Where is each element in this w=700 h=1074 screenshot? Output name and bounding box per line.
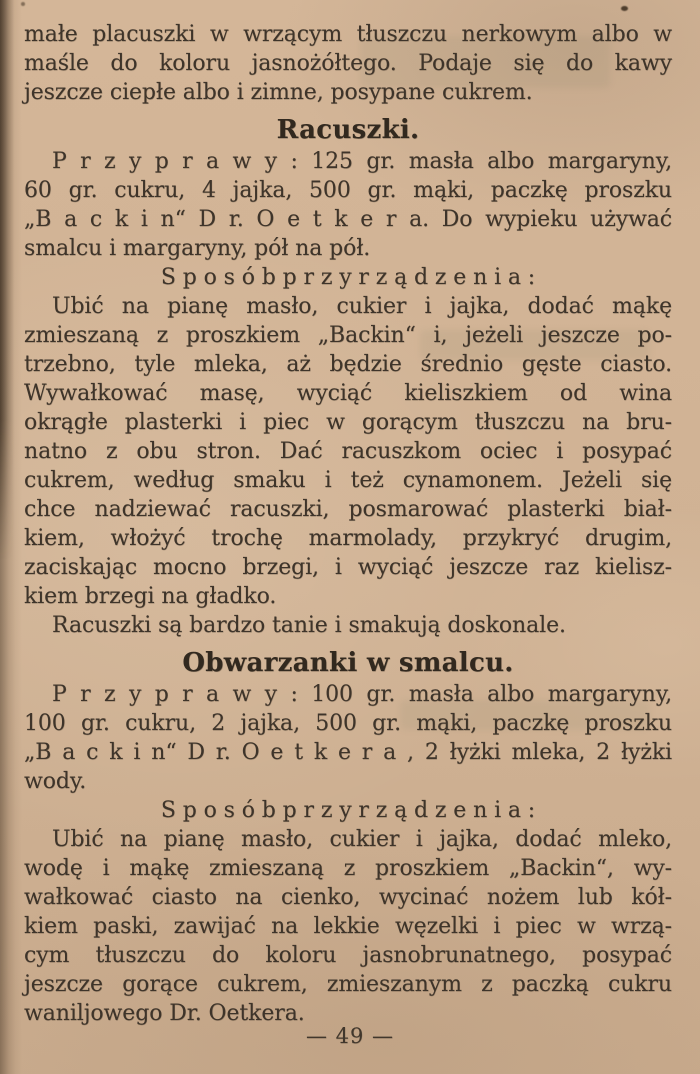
text-line: Wywałkować masę, wyciąć kieliszkiem od wina xyxy=(24,381,672,406)
text-line: 100 gr. cukru, 2 jajka, 500 gr. mąki, paczkę proszku xyxy=(24,711,672,736)
text-line: 60 gr. cukru, 4 jajka, 500 gr. mąki, paczkę proszku xyxy=(24,178,672,203)
text-line: Racuszki są bardzo tanie i smakują doskonale. xyxy=(52,613,566,638)
text-line: maśle do koloru jasnożółtego. Podaje się do kawy xyxy=(24,51,672,76)
text-line: wodę i mąkę zmieszaną z proszkiem „Backin“, wy- xyxy=(24,856,672,881)
text-line: kiem, włożyć trochę marmolady, przykryć drugim, xyxy=(24,526,672,551)
text-line: cym tłuszczu do koloru jasnobrunatnego, posypać xyxy=(24,943,672,968)
text-line: cukrem, według smaku i też cynamonem. Jeżeli się xyxy=(24,468,672,493)
text-line: wałkować ciasto na cienko, wycinać nożem lub kół- xyxy=(24,885,672,910)
page-number: — 49 — xyxy=(305,1024,395,1048)
text-line: trzebno, tyle mleka, aż będzie średnio gęste ciasto. xyxy=(24,352,672,377)
recipe-title: Racuszki. xyxy=(276,115,420,145)
text-line: P r z y p r a w y : 100 gr. masła albo margaryny, xyxy=(52,682,672,707)
text-line: P r z y p r a w y : 125 gr. masła albo margaryny, xyxy=(52,149,672,174)
text-line: wody. xyxy=(24,769,87,794)
text-line: zaciskając mocno brzegi, i wyciąć jeszcze raz kielisz- xyxy=(24,555,672,580)
text-line: smalcu i margaryny, pół na pół. xyxy=(24,236,371,261)
text-line: Ubić na pianę masło, cukier i jajka, dodać mleko, xyxy=(52,827,672,852)
text-line: jeszcze gorące cukrem, zmieszanym z paczką cukru xyxy=(24,972,672,997)
section-label: S p o s ó b p r z y r z ą d z e n i a : xyxy=(160,798,536,823)
text-line: kiem brzegi na gładko. xyxy=(24,584,277,609)
text-line: małe placuszki w wrzącym tłuszczu nerkowym albo w xyxy=(24,22,672,47)
text-line: waniljowego Dr. Oetkera. xyxy=(24,1001,305,1026)
recipe-title: Obwarzanki w smalcu. xyxy=(182,648,514,678)
section-label: S p o s ó b p r z y r z ą d z e n i a : xyxy=(160,265,536,290)
text-line: Ubić na pianę masło, cukier i jajka, dodać mąkę xyxy=(52,294,672,319)
text-line: chce nadziewać racuszki, posmarować plasterki biał- xyxy=(24,497,672,522)
text-line: zmieszaną z proszkiem „Backin“ i, jeżeli jeszcze po- xyxy=(24,323,672,348)
text-line: natno z obu stron. Dać racuszkom ociec i posypać xyxy=(24,439,672,464)
text-line: „B a c k i n“ D r. O e t k e r a , 2 łyżki mleka, 2 łyżki xyxy=(24,740,672,765)
text-line: kiem paski, zawijać na lekkie węzelki i piec w wrzą- xyxy=(24,914,672,939)
text-line: „B a c k i n“ D r. O e t k e r a. Do wypieku używać xyxy=(24,207,672,232)
text-line: okrągłe plasterki i piec w gorącym tłuszczu na bru- xyxy=(24,410,672,435)
text-line: jeszcze ciepłe albo i zimne, posypane cukrem. xyxy=(24,80,533,105)
